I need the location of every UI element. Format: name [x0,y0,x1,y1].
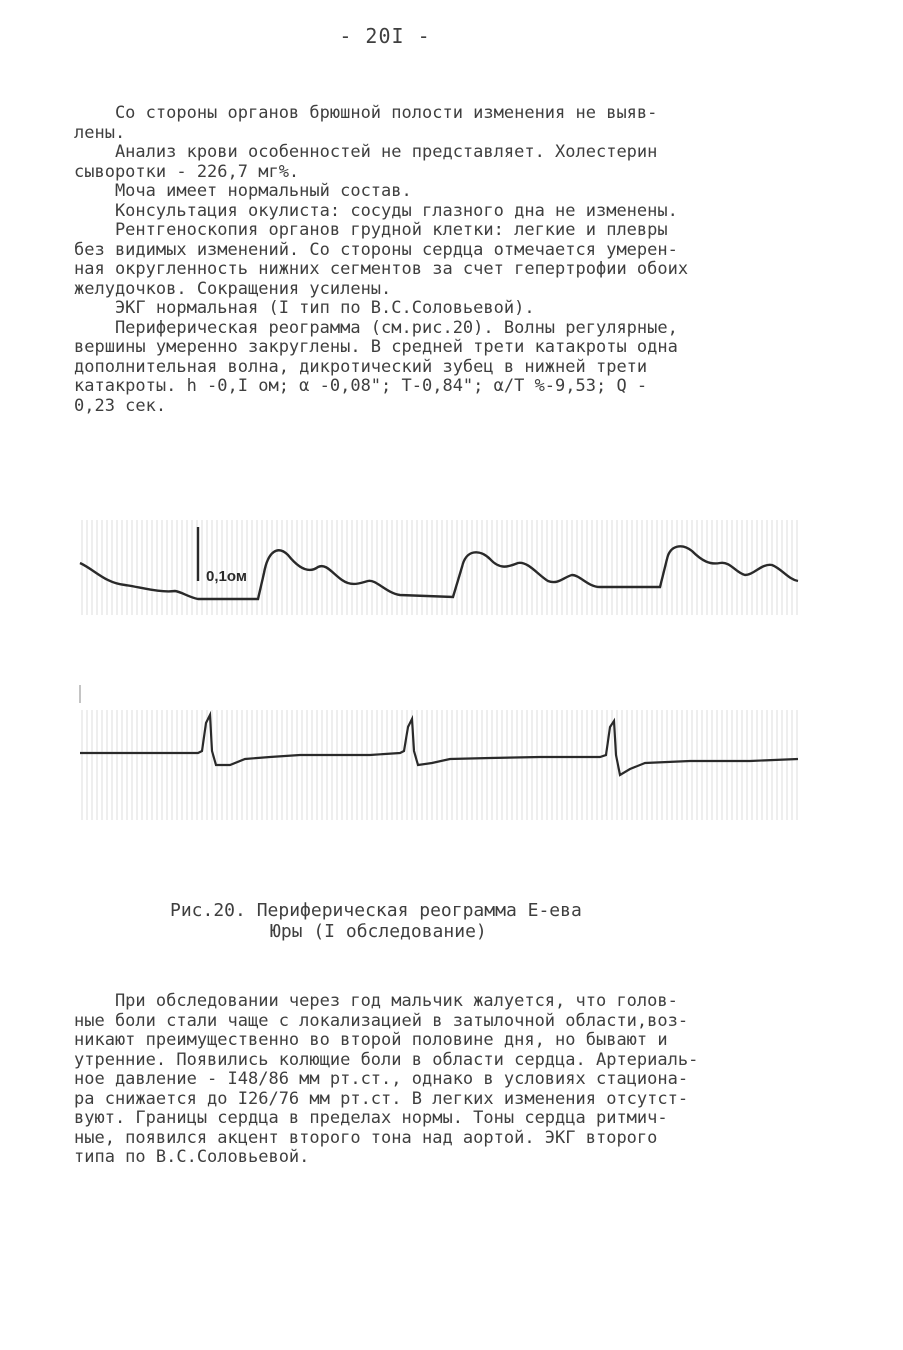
text-line: ра снижается до I26/76 мм рт.ст. В легких изменения отсутст- [74,1088,689,1109]
text-line: Рентгеноскопия органов грудной клетки: легкие и плевры [74,220,668,240]
text-line: Моча имеет нормальный состав. [74,181,412,201]
text-line: При обследовании через год мальчик жалуется, что голов- [74,991,678,1011]
ecg-grid [82,710,797,820]
text-line: дополнительная волна, дикротический зубец в нижней трети [74,356,648,377]
text-line: 0,23 сек. [74,395,167,416]
figure-drawing [70,515,810,835]
caption-line: Рис.20. Периферическая реограмма Е-ева [170,900,582,921]
page-number: - 20I - [339,24,431,48]
text-line: ные, появился акцент второго тона над аортой. ЭКГ второго [74,1127,658,1148]
caption-line: Юры (I обследование) [270,921,487,942]
text-line: ные боли стали чаще с локализацией в затылочной области,воз- [74,1010,689,1031]
text-line: ное давление - I48/86 мм рт.ст., однако в условиях стациона- [74,1069,689,1089]
text-line: желудочков. Сокращения усилены. [74,278,392,299]
scale-label: 0,1ом [206,568,247,585]
figure-caption [170,900,582,942]
figure-rheogram-ecg [70,515,810,835]
text-line: типа по В.С.Соловьевой. [74,1147,310,1167]
rheogram-grid [82,520,797,615]
text-line: без видимых изменений. Со стороны сердца отмечается умерен- [74,239,678,260]
text-line: Периферическая реограмма (см.рис.20). Волны регулярные, [74,317,678,338]
text-line: ЭКГ нормальная (I тип по В.С.Соловьевой). [74,298,535,318]
text-line: утренние. Появились колющие боли в области сердца. Артериаль- [74,1049,699,1070]
text-line: никают преимущественно во второй половине дня, но бывают и [74,1030,668,1050]
text-line: вершины умеренно закруглены. В средней трети катакроты одна [74,337,678,357]
text-line: лены. [74,122,126,143]
ecg-trace [80,715,798,775]
text-line: катакроты. h -0,I ом; α -0,08"; T-0,84"; α/T %-9,53; Q - [74,376,648,396]
text-line: вуют. Границы сердца в пределах нормы. Тоны сердца ритмич- [74,1108,668,1128]
text-line: сыворотки - 226,7 мг%. [74,161,300,182]
intro-text [74,104,834,416]
text-line: Консультация окулиста: сосуды глазного дна не изменены. [74,200,678,221]
followup-text [74,992,834,1168]
text-line: Анализ крови особенностей не представляет. Холестерин [74,142,658,162]
rheogram-trace [80,546,798,599]
text-line: Со стороны органов брюшной полости изменения не выяв- [74,103,658,123]
text-line: ная округленность нижних сегментов за счет гепертрофии обоих [74,259,689,279]
